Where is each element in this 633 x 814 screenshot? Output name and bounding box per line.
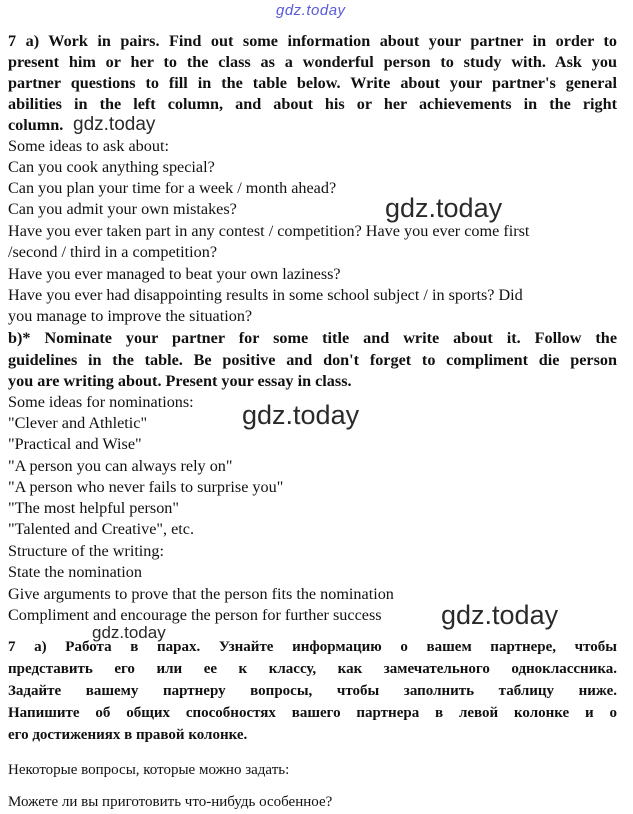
translation-7a-line-2: представить его или ее к классу, как замечательного одноклассника. xyxy=(8,661,617,677)
nomination-item: "Practical and Wise" xyxy=(8,435,142,453)
structure-heading: Structure of the writing: xyxy=(8,542,164,560)
watermark-2: gdz.today xyxy=(385,193,503,223)
nomination-item: "Clever and Athletic" xyxy=(8,414,148,432)
exercise-7b-line-3: you are writing about. Present your essay in class. xyxy=(8,372,352,390)
translation-7a-line-1: 7 а) Работа в парах. Узнайте информацию о вашем партнере, чтобы xyxy=(8,639,617,655)
exercise-7b-line-2: guidelines in the table. Be positive and don't forget to compliment die person xyxy=(8,351,617,369)
exercise-7a-line-1: 7 a) Work in pairs. Find out some information about your partner in order to xyxy=(8,32,617,50)
question-line: Have you ever had disappointing results in some school subject / in sports? Did xyxy=(8,286,523,304)
nomination-item: "A person who never fails to surprise you" xyxy=(8,478,284,496)
question-line: Can you admit your own mistakes? xyxy=(8,200,237,218)
question-line: you manage to improve the situation? xyxy=(8,307,253,325)
translation-7a-line-4: Напишите об общих способностях вашего партнера в левой колонке и о xyxy=(8,705,617,721)
exercise-7a-line-3: partner questions to fill in the table below. Write about your partner's general xyxy=(8,74,617,92)
watermark-4: gdz.today xyxy=(441,600,559,630)
question-line: Can you plan your time for a week / month ahead? xyxy=(8,179,337,197)
translation-7a-line-3: Задайте вашему партнеру вопросы, чтобы заполнить таблицу ниже. xyxy=(8,683,617,699)
nominations-heading: Some ideas for nominations: xyxy=(8,393,194,411)
translation-question-line: Можете ли вы приготовить что-нибудь особенное? xyxy=(8,794,333,810)
question-line: /second / third in a competition? xyxy=(8,243,218,261)
exercise-7a-line-2: present him or her to the class as a wonderful person to study with. Ask you xyxy=(8,53,617,71)
watermark-3: gdz.today xyxy=(242,400,360,430)
exercise-7a-line-4: abilities in the left column, and about his or her achievements in the right xyxy=(8,95,617,113)
question-line: Have you ever taken part in any contest / competition? Have you ever come first xyxy=(8,222,530,240)
structure-item: Compliment and encourage the person for further success xyxy=(8,606,382,624)
watermark-top: gdz.today xyxy=(276,2,346,19)
structure-item: Give arguments to prove that the person fits the nomination xyxy=(8,585,394,603)
ideas-heading: Some ideas to ask about: xyxy=(8,137,169,155)
exercise-7b-line-1: b)* Nominate your partner for some title and write about it. Follow the xyxy=(8,329,617,347)
structure-item: State the nomination xyxy=(8,563,142,581)
nomination-item: "Talented and Creative", etc. xyxy=(8,520,195,538)
nomination-item: "A person you can always rely on" xyxy=(8,457,233,475)
nomination-item: "The most helpful person" xyxy=(8,499,180,517)
exercise-7a-line-5: column. xyxy=(8,116,64,134)
watermark-5: gdz.today xyxy=(92,623,166,642)
translation-ideas-heading: Некоторые вопросы, которые можно задать: xyxy=(8,762,290,778)
question-line: Can you cook anything special? xyxy=(8,158,215,176)
question-line: Have you ever managed to beat your own laziness? xyxy=(8,265,341,283)
watermark-1: gdz.today xyxy=(73,114,156,135)
translation-7a-line-5: его достижениях в правой колонке. xyxy=(8,727,248,743)
